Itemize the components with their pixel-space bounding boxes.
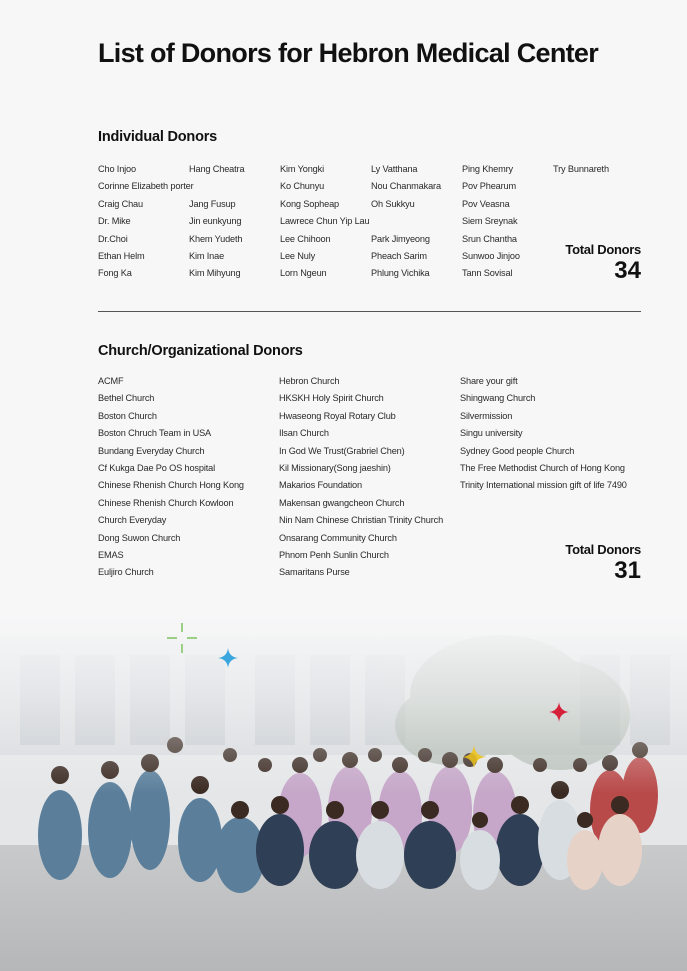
organization-name: Samaritans Purse	[279, 567, 350, 578]
donor-name: Craig Chau	[98, 198, 143, 209]
organization-name: Bethel Church	[98, 393, 155, 404]
donor-name: Pov Veasna	[462, 198, 510, 209]
organization-name: HKSKH Holy Spirit Church	[279, 393, 384, 404]
individual-donors-list	[98, 161, 644, 283]
organization-name: EMAS	[98, 550, 124, 561]
organization-name: Share your gift	[460, 376, 518, 386]
donor-name: Ping Khemry	[462, 164, 513, 174]
donor-name: Oh Sukkyu	[371, 198, 415, 209]
total-donors-label: Total Donors	[565, 242, 641, 257]
donor-name: Lorn Ngeun	[280, 268, 327, 279]
organization-column	[279, 373, 460, 582]
organization-name: Boston Church	[98, 410, 157, 421]
organization-name: Bundang Everyday Church	[98, 445, 205, 456]
donor-name: Tann Sovisal	[462, 268, 513, 279]
donor-name: Sunwoo Jinjoo	[462, 251, 520, 262]
donor-name: Kim Yongki	[280, 164, 324, 174]
donor-name: Kim Inae	[189, 251, 225, 262]
organization-name: Makarios Foundation	[279, 480, 362, 491]
donor-name: Siem Sreynak	[462, 216, 518, 227]
page-title: List of Donors for Hebron Medical Center	[98, 38, 599, 68]
individual-column	[189, 161, 280, 283]
donor-name: Khem Yudeth	[189, 233, 243, 244]
organizational-donors-list	[98, 373, 641, 582]
donor-name: Lee Chihoon	[280, 233, 331, 244]
donor-name: Jang Fusup	[189, 198, 236, 209]
donor-name	[189, 178, 280, 195]
organization-name: Ilsan Church	[279, 428, 329, 439]
individual-column	[98, 161, 194, 283]
donor-name: Park Jimyeong	[371, 233, 430, 244]
donor-name: Pheach Sarim	[371, 251, 427, 262]
individual-column	[462, 161, 553, 283]
donor-name: Kim Mihyung	[189, 268, 241, 279]
donor-name: Fong Ka	[98, 268, 132, 279]
organization-name: The Free Methodist Church of Hong Kong	[460, 463, 625, 474]
donor-name	[371, 213, 462, 230]
organization-name: Dong Suwon Church	[98, 532, 181, 543]
organization-name: Chinese Rhenish Church Hong Kong	[98, 480, 244, 491]
organization-name: Nin Nam Chinese Christian Trinity Church	[279, 515, 444, 526]
donor-name: Srun Chantha	[462, 233, 517, 244]
donor-name: Dr. Mike	[98, 216, 131, 227]
organization-name: Church Everyday	[98, 515, 167, 526]
donor-name: Phlung Vichika	[371, 268, 430, 279]
organizational-total	[565, 542, 641, 584]
organization-name: Shingwang Church	[460, 393, 536, 404]
organization-name: Singu university	[460, 428, 523, 439]
organization-name: Cf Kukga Dae Po OS hospital	[98, 463, 215, 474]
organization-name: Makensan gwangcheon Church	[279, 497, 405, 508]
organization-name: Boston Chruch Team in USA	[98, 428, 212, 439]
organization-name: Euljiro Church	[98, 567, 154, 578]
donor-name: Nou Chanmakara	[371, 181, 441, 192]
donor-name: Corinne Elizabeth porter	[98, 181, 194, 192]
organization-name: Phnom Penh Sunlin Church	[279, 550, 389, 561]
organizational-donors-heading: Church/Organizational Donors	[98, 343, 303, 359]
organization-name: In God We Trust(Grabriel Chen)	[279, 445, 405, 456]
organization-name: Silvermission	[460, 410, 513, 421]
group-photo	[0, 615, 687, 971]
donor-name: Ly Vatthana	[371, 164, 418, 174]
donor-name: Pov Phearum	[462, 181, 517, 192]
individual-total	[565, 242, 641, 284]
organization-name: Onsarang Community Church	[279, 532, 397, 543]
donor-name: Cho Injoo	[98, 164, 136, 174]
individual-donors-heading: Individual Donors	[98, 129, 218, 145]
donor-name: Ko Chunyu	[280, 181, 325, 192]
organization-name: Hebron Church	[279, 376, 340, 386]
donor-name: Kong Sopheap	[280, 198, 339, 209]
donor-name: Try Bunnareth	[553, 164, 609, 174]
organization-name: Trinity International mission gift of life 7490	[460, 480, 627, 491]
organization-name: ACMF	[98, 376, 124, 386]
donor-name: Ethan Helm	[98, 251, 145, 262]
total-donors-count: 31	[614, 557, 641, 584]
individual-column	[371, 161, 462, 283]
organization-column	[98, 373, 279, 582]
individual-column	[280, 161, 371, 283]
section-divider	[98, 311, 641, 312]
organization-name: Sydney Good people Church	[460, 445, 575, 456]
organization-name: Chinese Rhenish Church Kowloon	[98, 497, 234, 508]
donor-name: Lawrece Chun Yip Lau	[280, 216, 370, 227]
total-donors-count: 34	[614, 257, 641, 284]
organization-name: Kil Missionary(Song jaeshin)	[279, 463, 391, 474]
organization-name: Hwaseong Royal Rotary Club	[279, 410, 396, 421]
total-donors-label: Total Donors	[565, 542, 641, 557]
donor-name: Lee Nuly	[280, 251, 316, 262]
donor-name: Hang Cheatra	[189, 164, 245, 174]
donor-name: Dr.Choi	[98, 233, 128, 244]
donor-name: Jin eunkyung	[189, 216, 242, 227]
